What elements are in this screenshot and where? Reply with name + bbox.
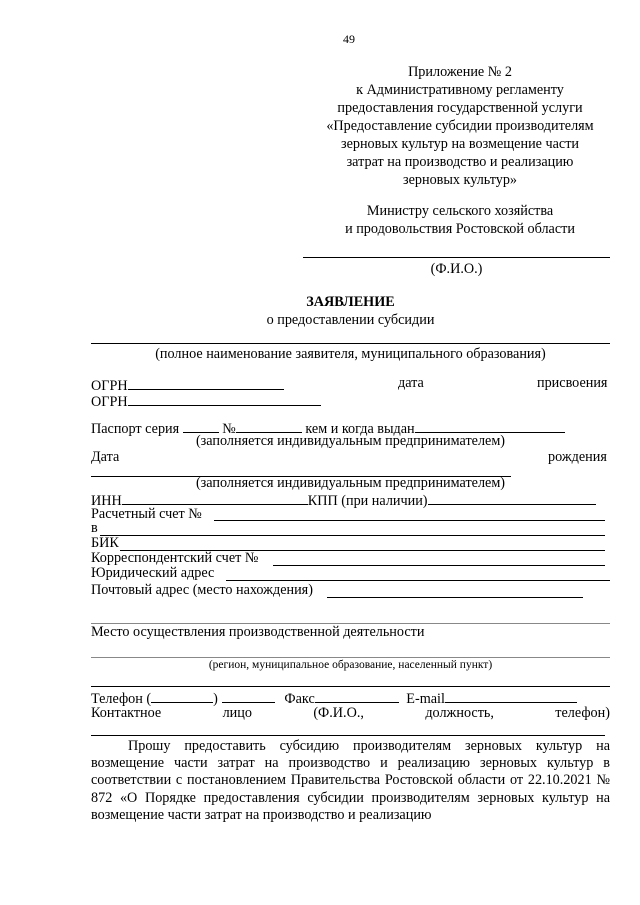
appendix-line-2: к Административному регламенту bbox=[356, 82, 564, 98]
birth-birth-word: рождения bbox=[548, 449, 607, 465]
birth-date-word: Дата bbox=[91, 449, 120, 465]
corr-account-label: Корреспондентский счет № bbox=[91, 550, 259, 566]
passport-series-label: Паспорт серия bbox=[91, 421, 180, 437]
document-title: ЗАЯВЛЕНИЕ bbox=[306, 294, 395, 310]
passport-number-label: № bbox=[222, 421, 236, 437]
bank-in-label: в bbox=[91, 520, 98, 536]
contact-word-2: лицо bbox=[222, 705, 252, 721]
passport-ip-note: (заполняется индивидуальным предпринимателем) bbox=[195, 433, 506, 449]
appendix-line-3: предоставления государственной услуги bbox=[337, 100, 583, 116]
contact-word-5: телефон) bbox=[555, 705, 610, 721]
appendix-line-1: Приложение № 2 bbox=[408, 64, 512, 80]
appendix-line-6: затрат на производство и реализацию bbox=[346, 154, 574, 170]
kpp-label: КПП (при наличии) bbox=[307, 493, 428, 509]
contact-person-field[interactable] bbox=[91, 735, 605, 736]
passport-issued-field[interactable] bbox=[415, 418, 565, 433]
kpp-field[interactable] bbox=[428, 490, 596, 505]
request-paragraph bbox=[91, 738, 610, 824]
phone-close: ) bbox=[213, 691, 218, 707]
legal-address-field[interactable] bbox=[226, 580, 610, 581]
postal-address-field[interactable] bbox=[327, 597, 583, 598]
contact-word-3: (Ф.И.О., bbox=[313, 705, 364, 721]
production-label: Место осуществления производственной деятельности bbox=[91, 624, 425, 640]
inn-label: ИНН bbox=[91, 493, 122, 509]
appendix-line-7: зерновых культур» bbox=[402, 172, 518, 188]
email-label: E-mail bbox=[406, 691, 445, 707]
passport-series-field[interactable] bbox=[183, 418, 219, 433]
addressee-line-1: Министру сельского хозяйства bbox=[366, 203, 554, 219]
applicant-name-line[interactable] bbox=[91, 343, 610, 344]
ogrn-date-word: дата bbox=[398, 375, 424, 391]
email-field[interactable] bbox=[445, 688, 577, 703]
page-number: 49 bbox=[343, 32, 355, 46]
legal-address-label: Юридический адрес bbox=[91, 565, 215, 581]
applicant-caption: (полное наименование заявителя, муниципального образования) bbox=[155, 346, 546, 362]
ogrn-field[interactable] bbox=[128, 375, 284, 390]
contact-word-1: Контактное bbox=[91, 705, 162, 721]
phone-label: Телефон ( bbox=[91, 691, 152, 707]
account-label: Расчетный счет № bbox=[91, 506, 202, 522]
fio-line[interactable] bbox=[303, 257, 610, 258]
phone-number-field[interactable] bbox=[222, 688, 275, 703]
bank-name-field[interactable] bbox=[100, 535, 605, 536]
account-field[interactable] bbox=[214, 520, 605, 521]
corr-account-field[interactable] bbox=[273, 565, 605, 566]
fax-label: Факс bbox=[284, 691, 315, 707]
phone-code-field[interactable] bbox=[151, 688, 213, 703]
appendix-line-4: «Предоставление субсидии производителям bbox=[326, 118, 594, 134]
fax-field[interactable] bbox=[315, 688, 399, 703]
appendix-line-5: зерновых культур на возмещение части bbox=[340, 136, 580, 152]
fio-caption: (Ф.И.О.) bbox=[430, 261, 483, 277]
birth-ip-note: (заполняется индивидуальным предпринимателем) bbox=[195, 475, 506, 491]
ogrn-date-field[interactable] bbox=[128, 391, 321, 406]
passport-issued-label: кем и когда выдан bbox=[305, 421, 415, 437]
request-text: Прошу предоставить субсидию производителям зерновых культур на возмещение части затрат на производство и реализацию зерновых культур в соответствии с постановлением Правительства Ростовской области от 22.10.2021 № 872 «О Порядке предоставления субсидии производителям зерновых культур на возмещение части затрат на производство и реализацию bbox=[91, 738, 610, 823]
addressee-line-2: и продовольствия Ростовской области bbox=[345, 221, 575, 237]
ogrn-label-2: ОГРН bbox=[91, 394, 128, 410]
inn-field[interactable] bbox=[122, 490, 308, 505]
contact-person-row bbox=[91, 705, 610, 722]
contacts-top-line bbox=[91, 686, 610, 687]
contact-word-4: должность, bbox=[425, 705, 494, 721]
ogrn-label-1: ОГРН bbox=[91, 378, 128, 394]
ogrn-row-2 bbox=[91, 391, 321, 411]
postal-address-label: Почтовый адрес (место нахождения) bbox=[91, 582, 313, 598]
document-subtitle: о предоставлении субсидии bbox=[266, 312, 435, 328]
bik-label: БИК bbox=[91, 535, 119, 551]
production-caption: (регион, муниципальное образование, населенный пункт) bbox=[208, 659, 493, 671]
ogrn-assign-word: присвоения bbox=[537, 375, 608, 391]
passport-number-field[interactable] bbox=[236, 418, 302, 433]
